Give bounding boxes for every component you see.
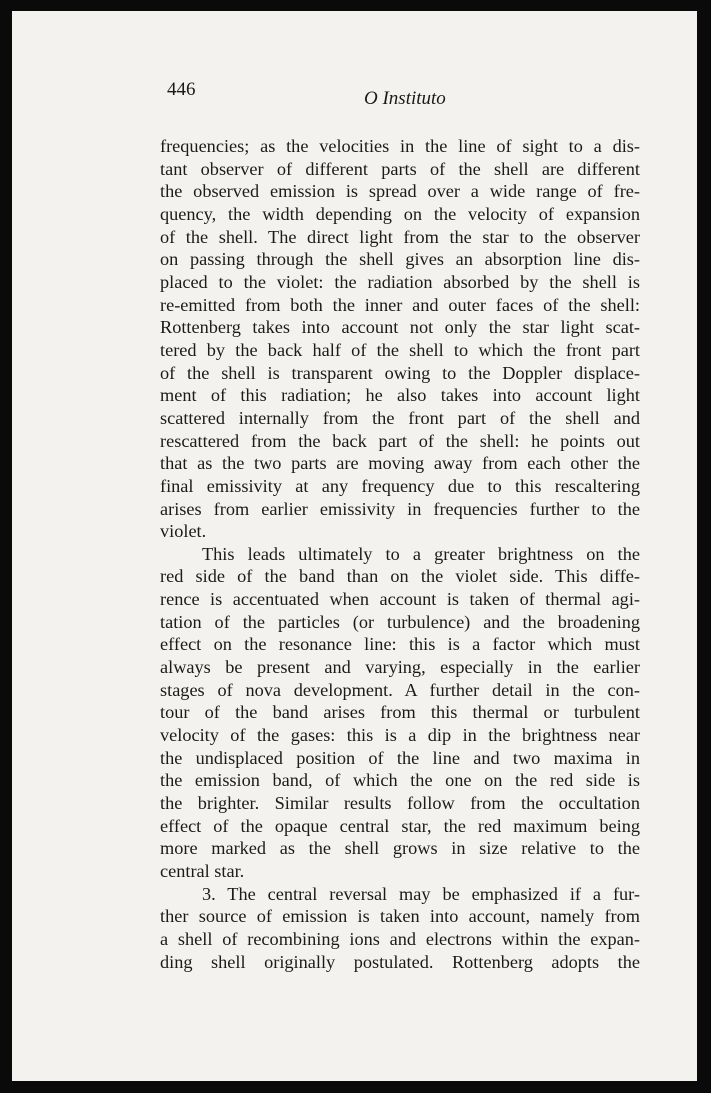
text-line: placed to the violet: the radiation absorbed by the shell is: [160, 271, 640, 292]
text-line: stages of nova development. A further detail in the con-: [160, 679, 640, 700]
text-line: re-emitted from both the inner and outer faces of the shell:: [160, 294, 640, 315]
text-line: final emissivity at any frequency due to this rescaltering: [160, 475, 640, 496]
text-line: tered by the back half of the shell to which the front part: [160, 339, 640, 360]
text-line: Rottenberg takes into account not only the star light scat-: [160, 317, 640, 338]
text-line: the undisplaced position of the line and two maxima in: [160, 747, 640, 768]
text-line: tant observer of different parts of the shell are different: [160, 158, 640, 179]
running-title: O Instituto: [364, 88, 446, 109]
text-line: on passing through the shell gives an absorption line dis-: [160, 249, 640, 270]
text-line: velocity of the gases: this is a dip in the brightness near: [160, 725, 640, 746]
text-line: rescattered from the back part of the shell: he points out: [160, 430, 640, 451]
text-line: that as the two parts are moving away from each other the: [160, 453, 640, 474]
text-line: violet.: [160, 521, 207, 542]
text-line: 3. The central reversal may be emphasized if a fur-: [202, 883, 640, 904]
text-line: quency, the width depending on the velocity of expansion: [160, 203, 640, 224]
text-line: always be present and varying, especially in the earlier: [160, 657, 640, 678]
text-line: red side of the band than on the violet side. This diffe-: [160, 566, 640, 587]
text-line: the observed emission is spread over a wide range of fre-: [160, 181, 640, 202]
text-line: of the shell is transparent owing to the Doppler displace-: [160, 362, 640, 383]
text-line: effect on the resonance line: this is a factor which must: [160, 634, 640, 655]
text-line: the brighter. Similar results follow from the occultation: [160, 793, 640, 814]
page-number: 446: [167, 79, 196, 100]
text-line: tation of the particles (or turbulence) and the broadening: [160, 611, 640, 632]
text-line: This leads ultimately to a greater brightness on the: [202, 543, 640, 564]
text-line: rence is accentuated when account is taken of thermal agi-: [160, 589, 640, 610]
text-line: effect of the opaque central star, the red maximum being: [160, 815, 640, 836]
text-line: a shell of recombining ions and electrons within the expan-: [160, 928, 640, 949]
text-line: central star.: [160, 861, 245, 881]
text-line: the emission band, of which the one on the red side is: [160, 770, 640, 791]
text-line: ther source of emission is taken into account, namely from: [160, 906, 640, 927]
body-text: [160, 135, 640, 973]
text-line: scattered internally from the front part of the shell and: [160, 407, 640, 428]
text-line: arises from earlier emissivity in frequencies further to the: [160, 498, 640, 519]
text-line: ding shell originally postulated. Rottenberg adopts the: [160, 951, 640, 972]
page-header: [12, 11, 697, 131]
text-line: frequencies; as the velocities in the line of sight to a dis-: [160, 136, 640, 156]
text-line: more marked as the shell grows in size relative to the: [160, 838, 640, 859]
text-line: ment of this radiation; he also takes into account light: [160, 385, 640, 406]
text-line: tour of the band arises from this thermal or turbulent: [160, 702, 640, 723]
document-page: [12, 11, 697, 1081]
text-line: of the shell. The direct light from the star to the observer: [160, 226, 640, 247]
